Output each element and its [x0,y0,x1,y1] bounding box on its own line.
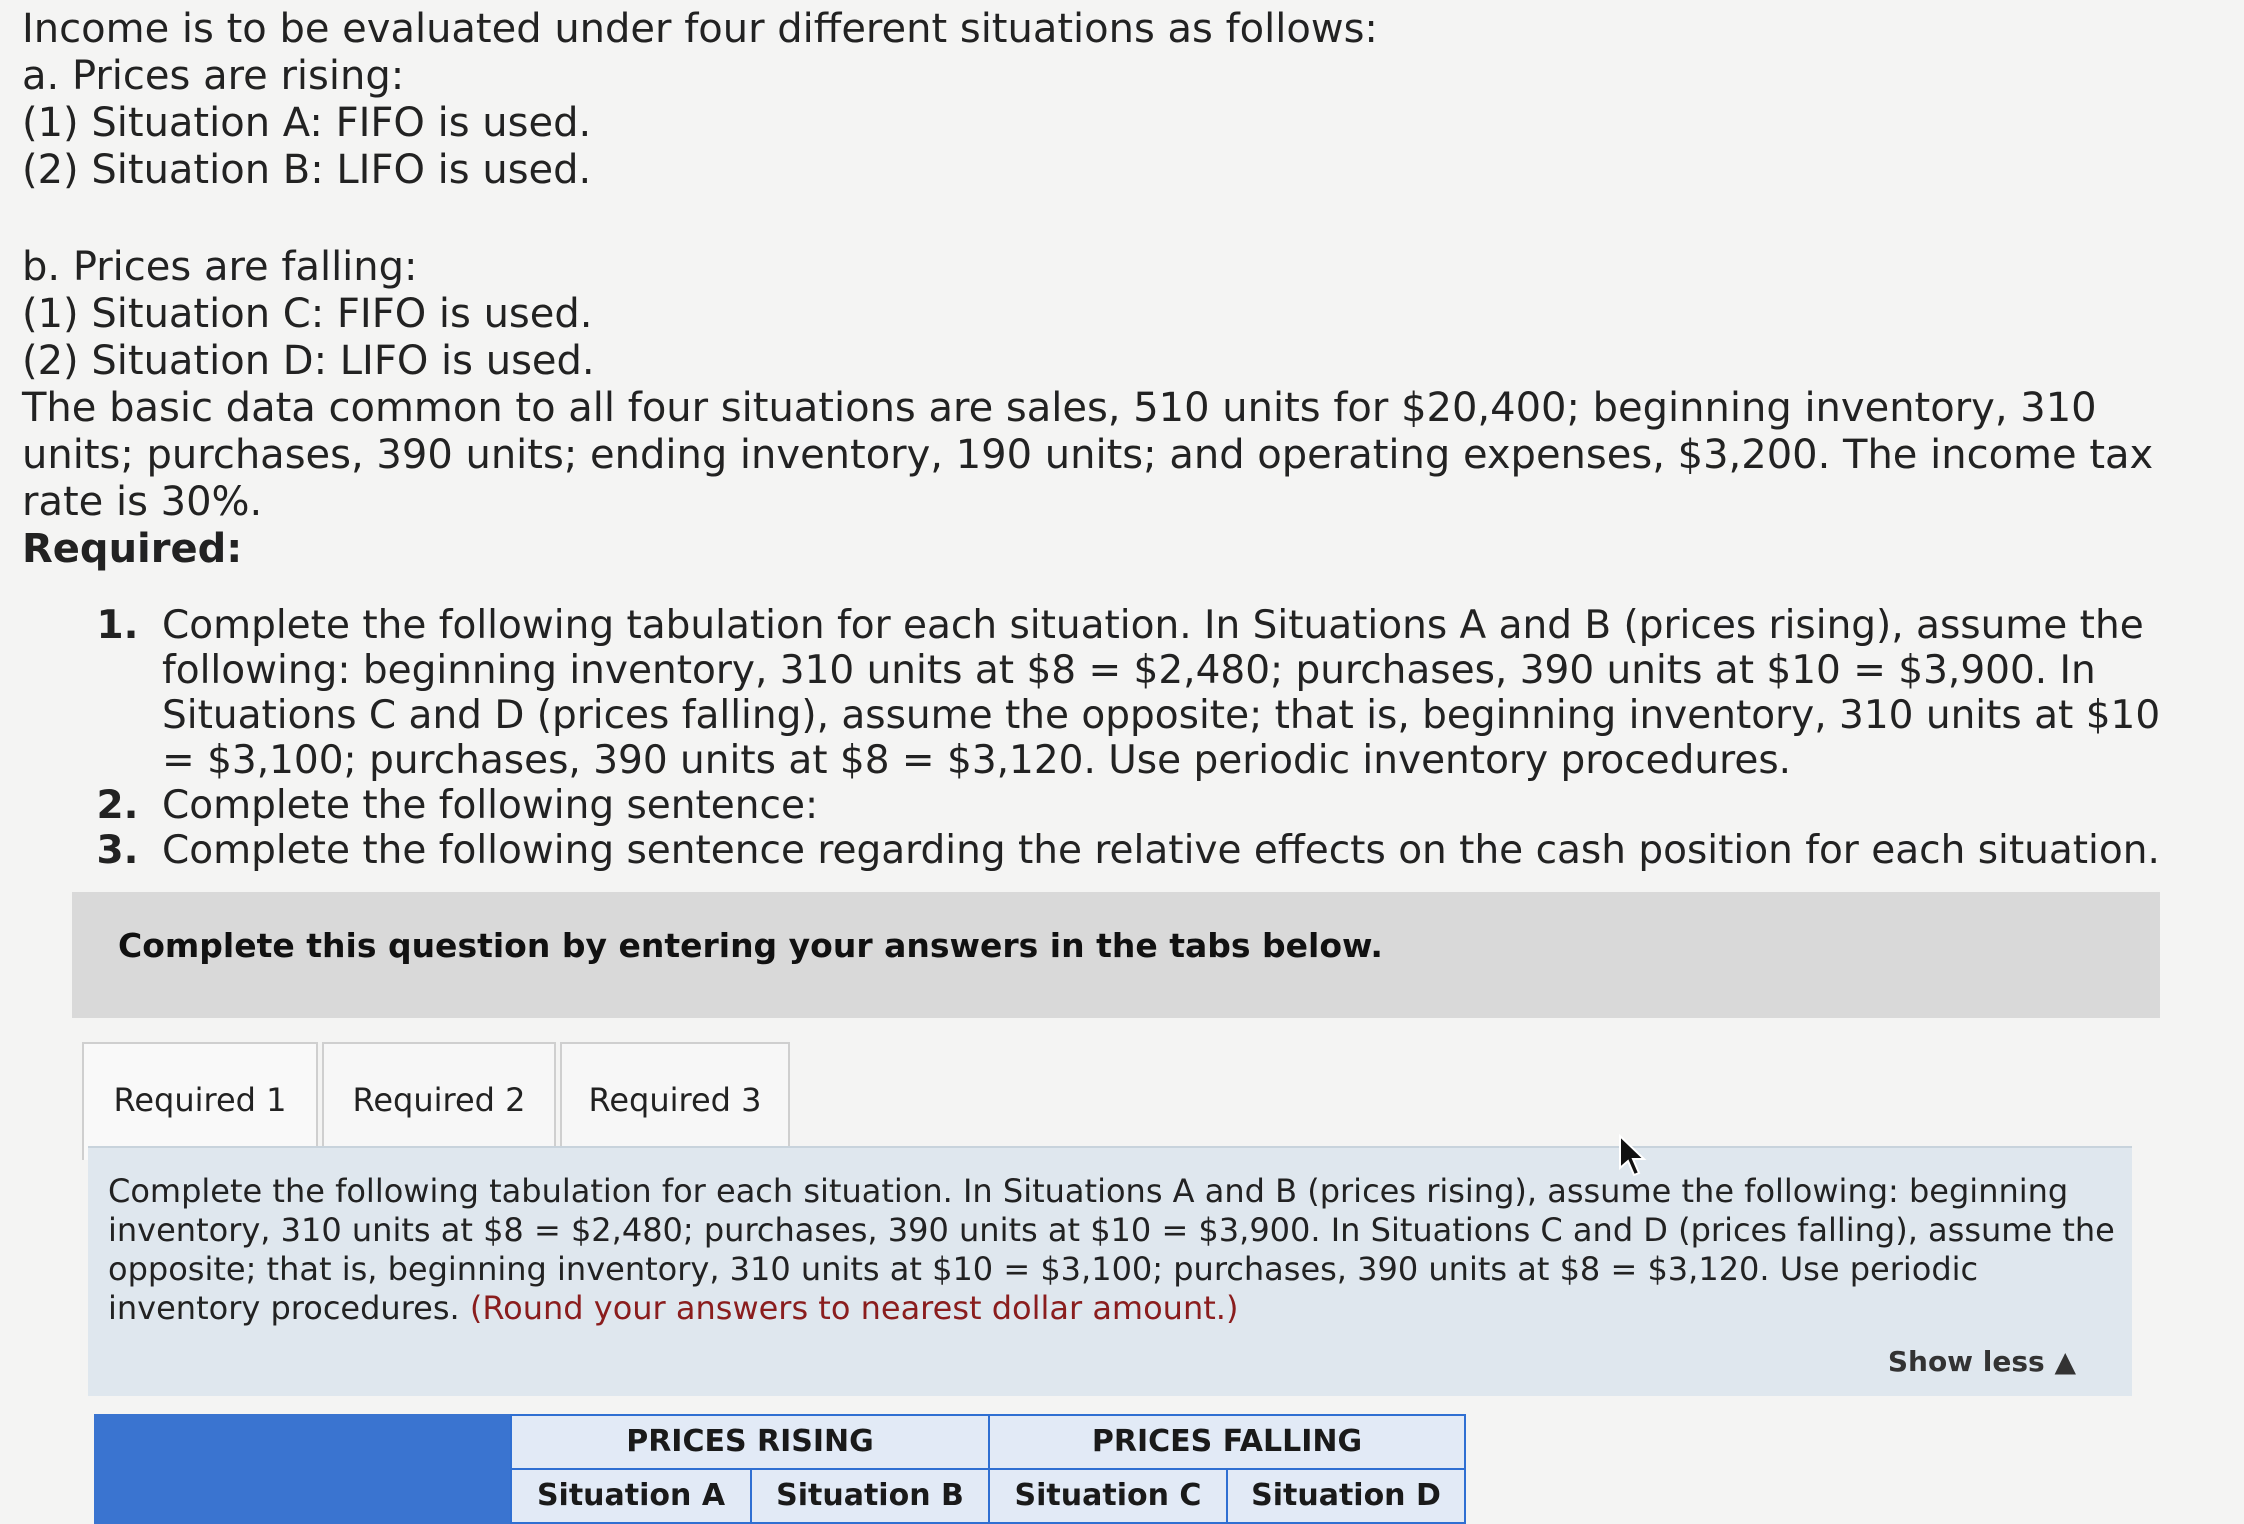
show-less-toggle[interactable]: Show less ▲ [1887,1345,2076,1378]
part-b-item: (1) Situation C: FIFO is used. [22,291,593,337]
requirement-item: 1. Complete the following tabulation for each situation. In Situations A and B (prices rising), assume the following: beginning inventory, 310 units at $8 = $2,480; purchases, 390 units at $10 = $3,900. In Situations C and D (prices falling), assume the opposite; that is, beginning inventory, 310 units at $10 = $3,100; purchases, 390 units at $8 = $3,120. Use periodic inventory procedures. [152,603,2202,783]
part-a-item: (1) Situation A: FIFO is used. [22,100,592,146]
tabulation-table [94,1414,1466,1524]
tab-required-3[interactable]: Required 3 [560,1042,790,1156]
tab-required-1[interactable]: Required 1 [82,1042,318,1160]
requirement-item: 2. Complete the following sentence: [152,783,2202,828]
required-heading: Required: [22,526,243,572]
requirement-item: 3. Complete the following sentence regarding the relative effects on the cash position for each situation. [152,828,2202,873]
problem-statement [22,6,2202,873]
instructions-panel [88,1146,2132,1396]
basic-data-text: The basic data common to all four situations are sales, 510 units for $20,400; beginning inventory, 310 units; purchases, 390 units; ending inventory, 190 units; and operating expenses, $3,200. The income tax rate is 30%. [22,385,2154,525]
intro-text: Income is to be evaluated under four different situations as follows: [22,6,1378,52]
prices-rising-header: PRICES RISING [510,1414,990,1470]
part-a-item: (2) Situation B: LIFO is used. [22,147,592,193]
rounding-note: (Round your answers to nearest dollar amount.) [469,1289,1239,1327]
prompt-banner [72,892,2160,1018]
mouse-pointer-icon [1618,1134,1648,1178]
part-a-heading: a. Prices are rising: [22,53,405,99]
situation-a-header: Situation A [510,1468,752,1524]
requirements-list [22,603,2202,873]
situation-d-header: Situation D [1226,1468,1466,1524]
part-b-item: (2) Situation D: LIFO is used. [22,338,595,384]
table-label-column-header [94,1414,510,1524]
instructions-text-block [108,1172,2118,1328]
situation-c-header: Situation C [988,1468,1228,1524]
tab-required-2[interactable]: Required 2 [322,1042,556,1156]
instructions-text: Complete the following tabulation for each situation. In Situations A and B (prices rising), assume the following: beginning inventory, 310 units at $8 = $2,480; purchases, 390 units at $10 = $3,900. In Situations C and D (prices falling), assume the opposite; that is, beginning inventory, 310 units at $10 = $3,100; purchases, 390 units at $8 = $3,120. Use periodic inventory procedures. [108,1172,2115,1327]
part-b-heading: b. Prices are falling: [22,244,418,290]
situation-b-header: Situation B [750,1468,990,1524]
prices-falling-header: PRICES FALLING [988,1414,1466,1470]
prompt-text: Complete this question by entering your answers in the tabs below. [118,926,1383,965]
